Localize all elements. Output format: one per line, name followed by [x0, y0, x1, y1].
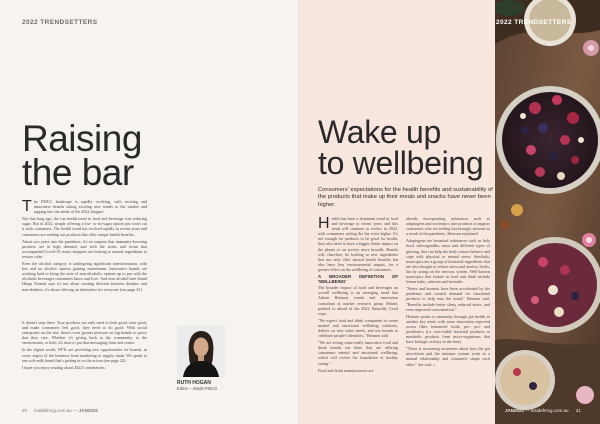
- right-column-1: [318, 216, 398, 375]
- section-tag-right: 2022 TRENDSETTERS: [496, 19, 572, 26]
- paragraph: About two years into the pandemic, it's no surprise that immunity-boosting products are in high demand, and with the stress and strain that accompanied Covid-19, many shoppers are looking to natural ingredients to restore calm.: [22, 238, 147, 259]
- footer-left: 20 insidefmcg.com.au — JAN2022: [22, 408, 98, 413]
- standfirst: Consumers' expectations for the health benefits and sustainability of the products that make up their meals and snacks have never been higher.: [318, 187, 493, 208]
- paragraph: "We expect food and drink companies to create mental and emotional wellbeing solutions, deliver on new value needs, and use brands to celebrate people's identities," Heinsen said.: [318, 317, 398, 339]
- subheading: A BROADER DEFINITION OF 'WELLBEING': [318, 274, 398, 285]
- footer-issue: JAN2022: [505, 408, 525, 413]
- paragraph: It doesn't stop there. Your products not only need to look good, taste good, and make consumers feel good, they need to do good. With social enterprises on the rise, there's even greater pressure on big brands to prove that they care. Whether it's giving back to the community, to the environment, or both, it's time to put that messaging front and centre.: [22, 320, 147, 346]
- paragraph: Health has been a dominant trend in food and beverage in recent years and this trend will continue to evolve in 2022, with consumers setting the bar even higher. It's not enough for products to be good for health, they also need to have a bigger, better impact on the planet or on society more broadly. Brands will, therefore, be looking to new ingredients that not only offer natural health benefits but also have less environmental impact, for a greater effect on the wellbeing of consumers.: [318, 215, 398, 272]
- paragraph: "We are seeing some really innovative food and drink brands out there that are offering consumers mental and emotional wellbeing, which will evolve the foundation of healthy eating.": [318, 340, 398, 366]
- paragraph: The broader impact of food and beverages on overall wellbeing is an emerging trend that Adrian Heinsen, trends and innovation consultant at market research group Mintel, pointed to ahead of the 2022 Naturally Good expo.: [318, 285, 398, 316]
- paragraph: Food and drink manufacturers are: [318, 367, 374, 373]
- footer-site: insidefmcg.com.au: [531, 408, 569, 413]
- section-tag-left: 2022 TRENDSETTERS: [22, 19, 98, 26]
- footer-right: JAN2022 — insidefmcg.com.au 21: [505, 408, 581, 413]
- page-number: 21: [575, 408, 581, 413]
- paragraph: Even the alcohol category is undergoing significant transformation, with low and no alcohol options gaining momentum. Innovative brands are working hard to bring the taste of non-alcoholic options up to par with the alcoholic beverages consumers know and love. And zero alcohol beer brand Heaps Normal says it's not about creating division between drinkers and non-drinkers, it's about offering an alternative for everyone (see page 41).: [22, 261, 147, 292]
- left-column-2: [22, 320, 147, 372]
- left-column-1: [22, 199, 147, 294]
- headline-line-2: to wellbeing: [318, 145, 484, 181]
- author-name: RUTH HOGAN: [177, 380, 211, 386]
- smoothie-bowl-image: [495, 0, 600, 424]
- paragraph: Heinsen points to immunity through gut health as another key trend, with more innovation expected across fiber, fermented foods, pre-, pro- and postbiotics (i.e. non-viable bacterial products or metabolic products from micro-organisms that have biologic activity in the host).: [406, 313, 490, 345]
- paragraph: "There is increasing awareness about how the gut microbiota and the immune system work in a mutual relationship and constantly shape each other," she said. »: [406, 346, 490, 367]
- paragraph: The FMCG landscape is rapidly evolving, with exciting and innovative brands taking exciting new trends to the market and tapping into the needs of the 2022 shopper.: [22, 198, 147, 215]
- headline-line-1: Wake up: [318, 114, 441, 150]
- footer-issue: JAN2022: [78, 408, 98, 413]
- paragraph: In the digital world, NFTs are providing new opportunities for brands, in every aspect of the business from marketing to supply chain. We speak to one soft-milk brand that's getting in on the action (see page 22).: [22, 347, 147, 363]
- paragraph: Adaptogens are botanical substances such as holy basil, ashwagandha, maca and different types of ginseng, that can help the body restore balance and cope with physical or mental stress. Similarly, nootropics are a group of botanical ingredients that are also thought to reduce stress and anxiety levels, but by acting on the nervous system. Well-known nootropics that feature in food and drink include lemon balm, valerian and lavender.: [406, 238, 491, 285]
- author-portrait-icon: [177, 325, 225, 377]
- headline-line-2: the bar: [22, 152, 134, 193]
- paragraph: I hope you enjoy reading about 2022's trendsetters.: [22, 364, 106, 370]
- author-photo: [177, 325, 225, 377]
- smoothie-bowl-photo: [495, 0, 600, 424]
- right-column-2: [406, 216, 490, 369]
- dropcap: T: [22, 198, 32, 215]
- footer-site: insidefmcg.com.au: [34, 408, 72, 413]
- paragraph: "Stress and burnout have been accelerated by the pandemic and created demand for functional products to help ease the mind," Heinsen said. "Benefits include better sleep, reduced stress, and even improved concentration.": [406, 286, 490, 312]
- headline-raising-the-bar: [22, 118, 142, 193]
- paragraph: Not that long ago, the top health trend in food and beverage was reducing sugar. But in 2022, simply offering a low- or no-sugar option just won't cut it with consumers. The health trend has evolved rapidly in recent years and consumers are seeking out products that offer unique health benefits.: [22, 216, 147, 237]
- page-number: 20: [22, 408, 28, 413]
- dropcap: H: [318, 215, 330, 232]
- author-role: Editor – Inside FMCG: [177, 386, 218, 391]
- paragraph: already incorporating substances such as adaptogens and nootropics into products to support consumers who are feeling increasingly stressed as a result of the pandemic, Heinsen explained.: [406, 216, 490, 237]
- headline-wake-up-to-wellbeing: [318, 114, 484, 181]
- headline-line-1: Raising: [22, 118, 142, 159]
